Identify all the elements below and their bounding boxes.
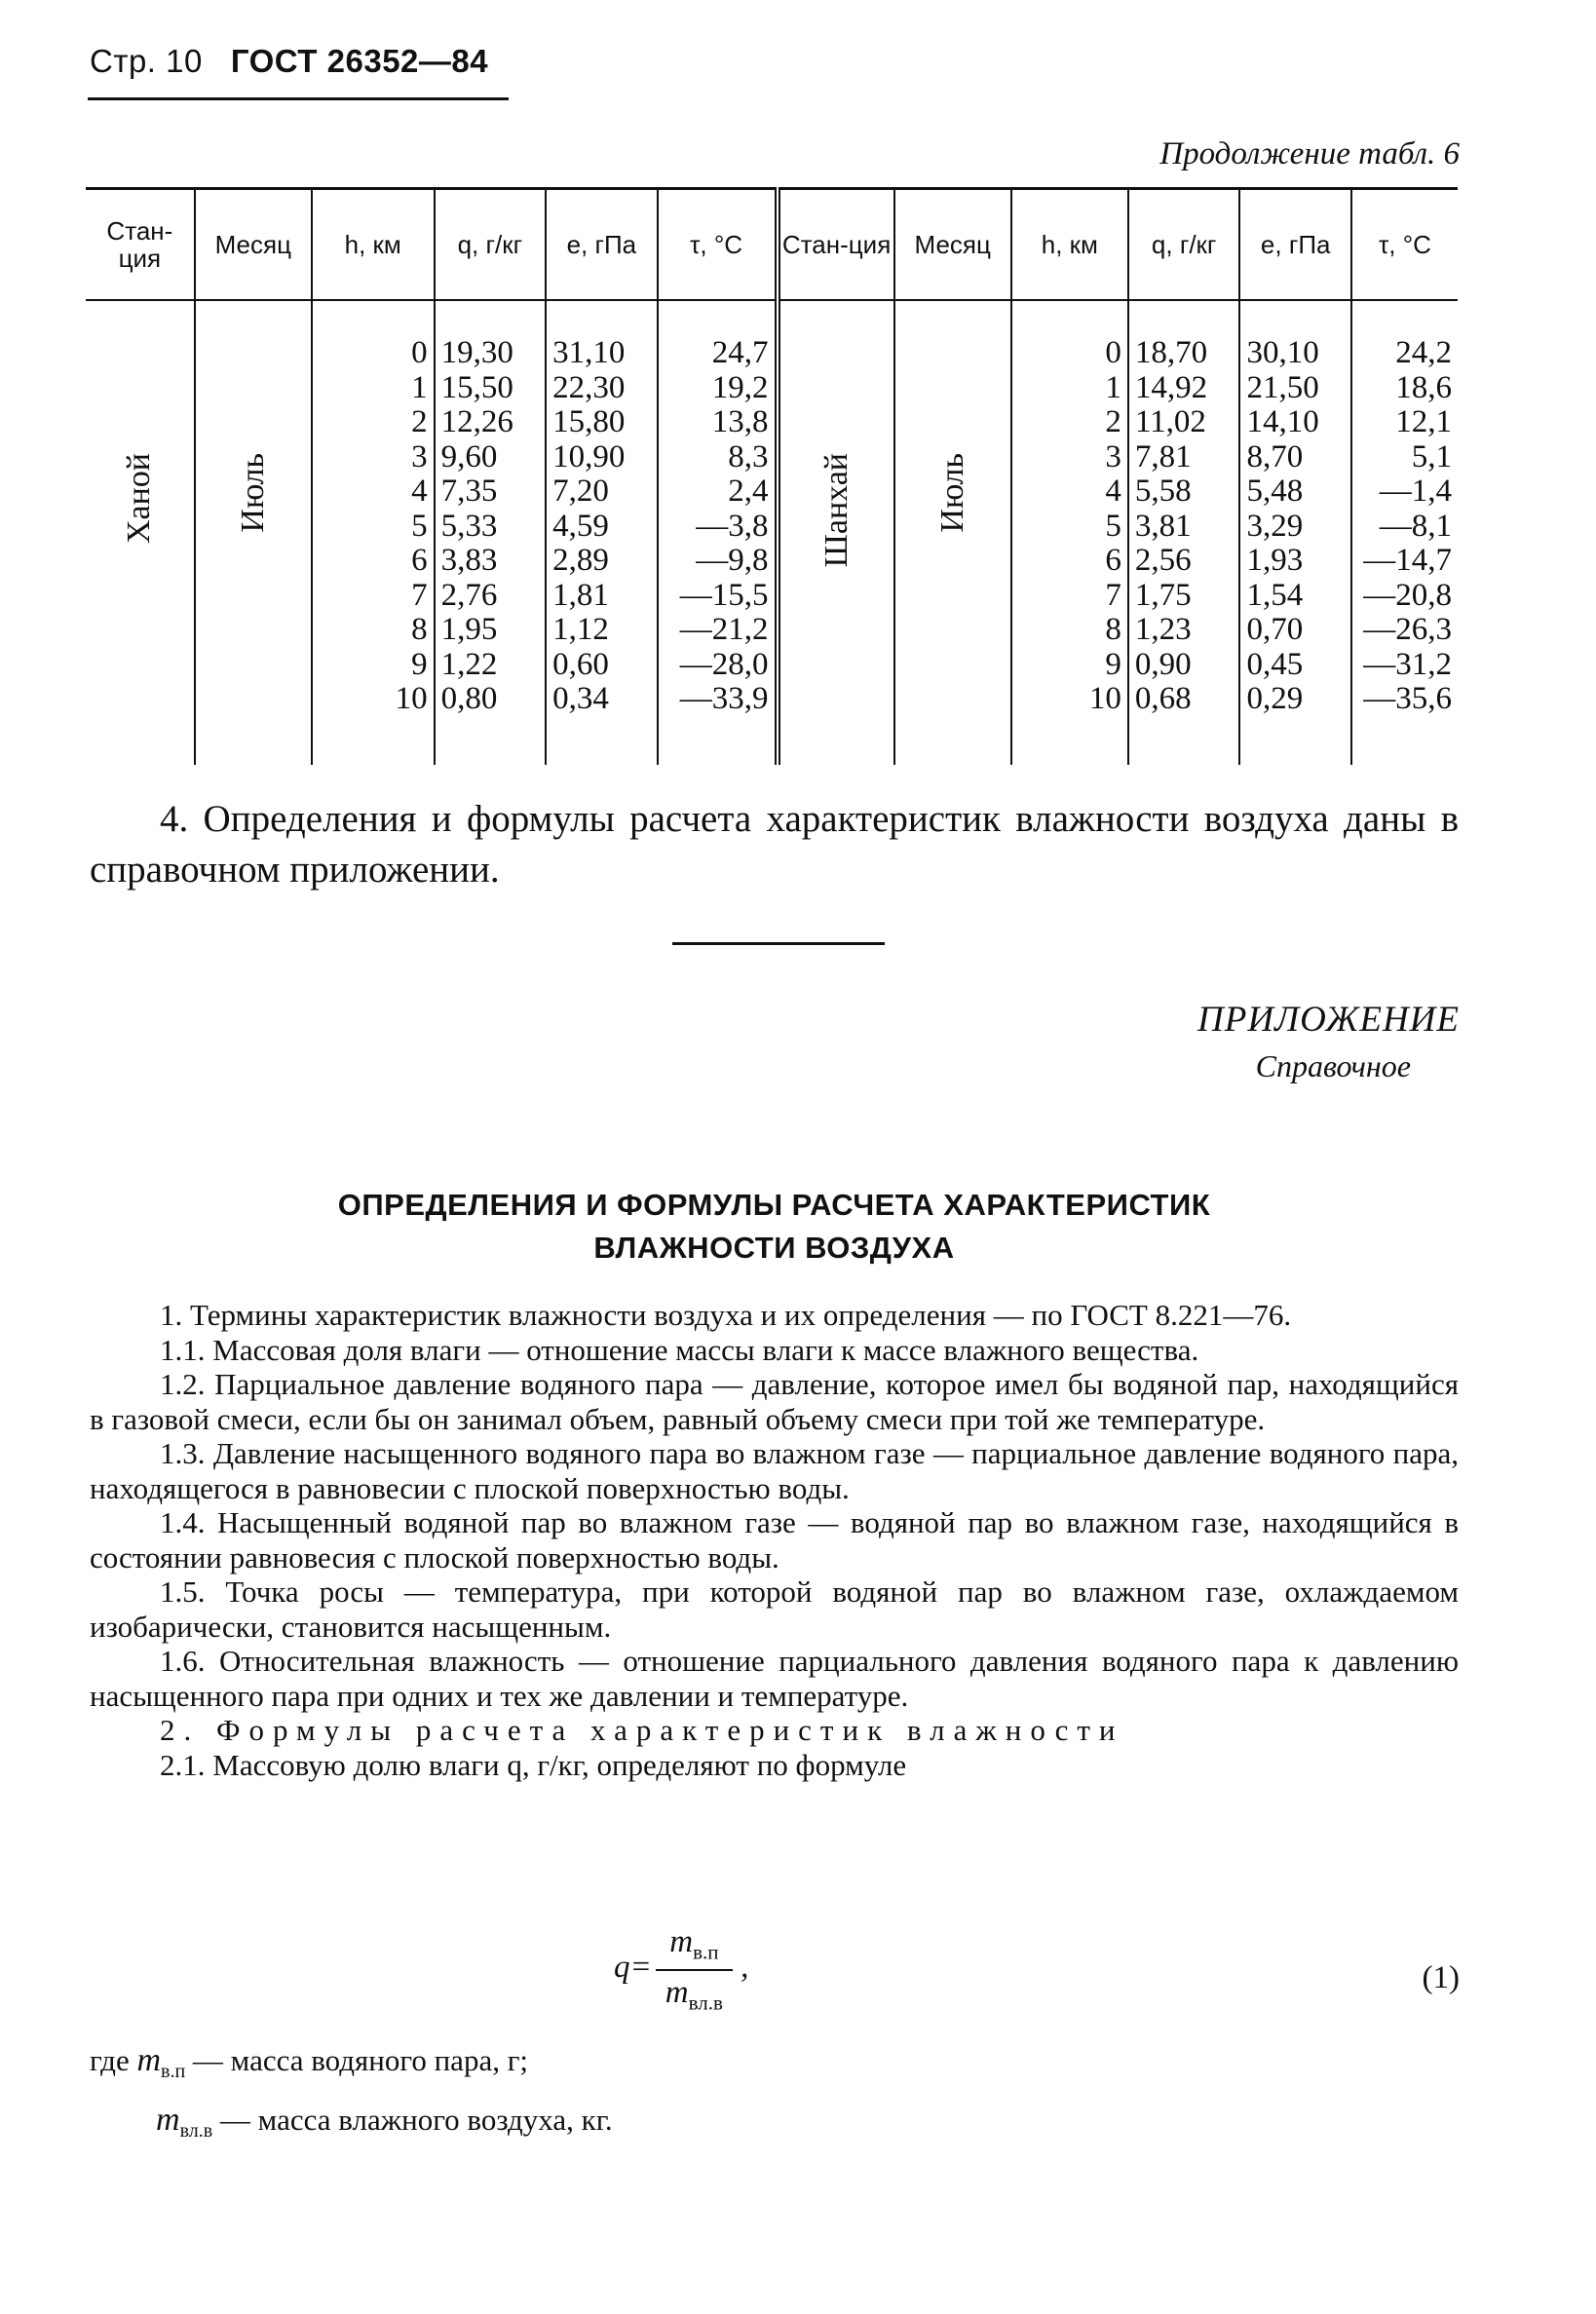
appendix-title: ПРИЛОЖЕНИЕ	[1197, 1000, 1460, 1040]
table-cell: 8,70	[1246, 438, 1304, 474]
paragraph-4: 4. Определения и формулы расчета характеристик влажности воздуха даны в справочном приложении.	[90, 798, 1459, 891]
table-cell: 0,80	[440, 681, 498, 716]
table-cell: 3	[1105, 438, 1121, 474]
table-cell: 2,56	[1134, 543, 1192, 578]
where-m2-sub: вл.в	[179, 2120, 213, 2143]
where-m1-sub: в.п	[161, 2061, 186, 2083]
table-cell: 3	[411, 438, 428, 474]
table-cell: 5,48	[1246, 474, 1304, 509]
table-cell: 7	[411, 577, 428, 613]
body-paragraph: 1.5. Точка росы — температура, при которой водяной пар во влажном газе, охлаждаемом изобарически, становится насыщенным.	[90, 1574, 1459, 1644]
table-cell: 3,81	[1134, 508, 1192, 544]
table-cell: 7,35	[440, 474, 498, 509]
col-e-right	[1239, 300, 1351, 765]
table-cell: 4	[411, 474, 428, 509]
table-cell: 0,90	[1134, 646, 1192, 682]
table-cell: 0,34	[552, 681, 609, 716]
table-cell: 11,02	[1134, 404, 1206, 439]
body-paragraph: 2.1. Массовую долю влаги q, г/кг, определяют по формуле	[160, 1747, 907, 1782]
table-cell: —26,3	[1363, 612, 1452, 647]
table-cell: —15,5	[679, 577, 769, 613]
table-cell: 0,29	[1246, 681, 1304, 716]
where-m1-text: — масса водяного пара, г;	[185, 2043, 529, 2077]
table-cell: 12,1	[1395, 404, 1452, 439]
table-cell: 10	[1088, 681, 1121, 716]
table-header-row	[86, 189, 1458, 301]
table-cell: 15,50	[440, 369, 513, 405]
where-m1: m	[136, 2042, 162, 2078]
appendix-label	[1197, 999, 1460, 1084]
equation-number: (1)	[1422, 1960, 1460, 1995]
table-cell: 1,95	[440, 612, 498, 647]
table-cell: 19,2	[711, 369, 769, 405]
col-t-left	[658, 300, 778, 765]
body-paragraph: 1.1. Массовая доля влаги — отношение массы влаги к массе влажного вещества.	[160, 1332, 1199, 1367]
formula-1	[614, 1924, 748, 2015]
table-cell: 2,76	[440, 577, 498, 613]
th-station-2: Стан-ция	[778, 189, 894, 301]
formula-num-sub: в.п	[693, 1940, 719, 1964]
table-cell: 6	[411, 543, 428, 578]
table-cell: 1,81	[552, 577, 609, 613]
th-e: e, гПа	[546, 189, 658, 301]
col-q-right	[1128, 300, 1240, 765]
section-title-line1: ОПРЕДЕЛЕНИЯ И ФОРМУЛЫ РАСЧЕТА ХАРАКТЕРИСТИК	[337, 1188, 1211, 1222]
table-cell: 21,50	[1246, 369, 1319, 405]
table-cell: —31,2	[1363, 646, 1452, 682]
th-q: q, г/кг	[435, 189, 547, 301]
table-cell: —20,8	[1363, 577, 1452, 613]
table-cell: 1,22	[440, 646, 498, 682]
page-header	[90, 43, 488, 80]
table-cell: 5,1	[1411, 438, 1452, 474]
page-number: Стр. 10	[90, 43, 203, 79]
table-cell: 1,93	[1246, 543, 1304, 578]
table-body-row	[86, 300, 1458, 765]
table-cell: 24,7	[711, 335, 769, 370]
month-name: Июль	[234, 453, 271, 533]
col-t-right	[1351, 300, 1458, 765]
where-m2: m	[156, 2102, 180, 2139]
table-cell: 1	[1105, 369, 1121, 405]
standard-code: ГОСТ 26352—84	[230, 43, 489, 79]
body-text	[90, 1298, 1459, 1782]
table-cell: 2,89	[552, 543, 609, 578]
section-title	[90, 1184, 1459, 1270]
table-cell: 14,10	[1246, 404, 1319, 439]
station-name: Ханой	[121, 453, 158, 545]
col-h-right	[1011, 300, 1128, 765]
table-cell: 8	[411, 612, 428, 647]
table-cell: 4	[1105, 474, 1121, 509]
table-cell: 9,60	[440, 438, 498, 474]
col-h-left	[312, 300, 435, 765]
col-e-left	[546, 300, 658, 765]
table-cell: 10,90	[552, 438, 626, 474]
table-cell: —8,1	[1379, 508, 1452, 544]
table-cell: 0,68	[1134, 681, 1192, 716]
table-cell: 22,30	[552, 369, 626, 405]
month-name-2: Июль	[933, 453, 970, 533]
table-cell: 2	[411, 404, 428, 439]
table-cell: 30,10	[1246, 335, 1319, 370]
table-cell: 4,59	[552, 508, 609, 544]
th-e-2: e, гПа	[1239, 189, 1351, 301]
formula-tail: ,	[741, 1950, 749, 1986]
data-table	[86, 187, 1458, 765]
table-cell: 3,83	[440, 543, 498, 578]
table-cell: —3,8	[696, 508, 769, 544]
table-cell: 31,10	[552, 335, 626, 370]
col-q-left	[435, 300, 547, 765]
body-paragraph: 1.3. Давление насыщенного водяного пара во влажном газе — парциальное давление водяного пара, находящегося в равновесии с плоской поверхностью воды.	[90, 1436, 1459, 1505]
table-cell: 5	[1105, 508, 1121, 544]
table-cell: 3,29	[1246, 508, 1304, 544]
table-cell: 1,75	[1134, 577, 1192, 613]
table-cell: 8	[1105, 612, 1121, 647]
table-cell: —9,8	[696, 543, 769, 578]
table-cell: 18,70	[1134, 335, 1208, 370]
th-t: τ, °С	[658, 189, 778, 301]
header-rule	[88, 97, 509, 100]
table-cell: 7,81	[1134, 438, 1192, 474]
table-cell: 12,26	[440, 404, 513, 439]
table-cell: 1,23	[1134, 612, 1192, 647]
table-cell: 10	[395, 681, 428, 716]
th-q-2: q, г/кг	[1128, 189, 1240, 301]
table-cell: 9	[1105, 646, 1121, 682]
table-cell: 9	[411, 646, 428, 682]
th-station: Стан-ция	[86, 189, 195, 301]
table-cell: —21,2	[679, 612, 769, 647]
table-cell: 14,92	[1134, 369, 1208, 405]
table-cell: 7,20	[552, 474, 609, 509]
th-month-2: Месяц	[894, 189, 1011, 301]
formula-den-sub: вл.в	[688, 1991, 723, 2015]
table-cell: 2	[1105, 404, 1121, 439]
th-h: h, км	[312, 189, 435, 301]
table-cell: 0	[1105, 335, 1121, 370]
th-month: Месяц	[195, 189, 312, 301]
where-prefix: где	[90, 2043, 130, 2077]
table-cell: 1,54	[1246, 577, 1304, 613]
table-cell: 18,6	[1395, 369, 1452, 405]
body-paragraph: 1. Термины характеристик влажности воздуха и их определения — по ГОСТ 8.221—76.	[160, 1298, 1292, 1332]
table-cell: 19,30	[440, 335, 513, 370]
appendix-type: Справочное	[1255, 1048, 1411, 1083]
table-cell: 13,8	[711, 404, 769, 439]
table-cell: 0,70	[1246, 612, 1304, 647]
th-t-2: τ, °С	[1351, 189, 1458, 301]
body-paragraph: 1.4. Насыщенный водяной пар во влажном газе — водяной пар во влажном газе, находящийся в состоянии равновесия с плоской поверхностью воды.	[90, 1505, 1459, 1574]
th-h-2: h, км	[1011, 189, 1128, 301]
table-cell: 0,60	[552, 646, 609, 682]
table-cell: 2,4	[728, 474, 769, 509]
table-cell: 7	[1105, 577, 1121, 613]
formula-legend	[90, 2036, 613, 2155]
table-cell: 24,2	[1395, 335, 1452, 370]
formula-num: m	[669, 1924, 694, 1959]
separator-rule	[672, 942, 885, 945]
table-cell: 0	[411, 335, 428, 370]
table-cell: —14,7	[1363, 543, 1452, 578]
table-cell: 8,3	[728, 438, 769, 474]
table-cell: 5,33	[440, 508, 498, 544]
table-cell: 1,12	[552, 612, 609, 647]
table-cell: 1	[411, 369, 428, 405]
body-paragraph: 1.2. Парциальное давление водяного пара — давление, которое имел бы водяной пар, находящийся в газовой смеси, если бы он занимал объем, равный объему смеси при той же температуре.	[90, 1367, 1459, 1436]
table-cell: —33,9	[679, 681, 769, 716]
table-continuation-label: Продолжение табл. 6	[1159, 136, 1460, 171]
table-cell: 5,58	[1134, 474, 1192, 509]
formula-fraction	[656, 1924, 733, 2015]
formula-den: m	[665, 1974, 689, 2010]
table-cell: 0,45	[1246, 646, 1304, 682]
station-name-2: Шанхай	[817, 453, 855, 568]
table-cell: —1,4	[1379, 474, 1452, 509]
formula-lhs: q=	[614, 1950, 652, 1986]
table-cell: 15,80	[552, 404, 626, 439]
section-2-heading: 2. Формулы расчета характеристик влажности	[160, 1713, 1124, 1747]
table-cell: —28,0	[679, 646, 769, 682]
section-title-line2: ВЛАЖНОСТИ ВОЗДУХА	[593, 1231, 955, 1265]
body-paragraph: 1.6. Относительная влажность — отношение парциального давления водяного пара к давлению насыщенного пара при одних и тех же давлении и температуре.	[90, 1644, 1459, 1713]
table-cell: 5	[411, 508, 428, 544]
table-cell: 6	[1105, 543, 1121, 578]
where-m2-text: — масса влажного воздуха, кг.	[212, 2103, 613, 2138]
table-cell: —35,6	[1363, 681, 1452, 716]
